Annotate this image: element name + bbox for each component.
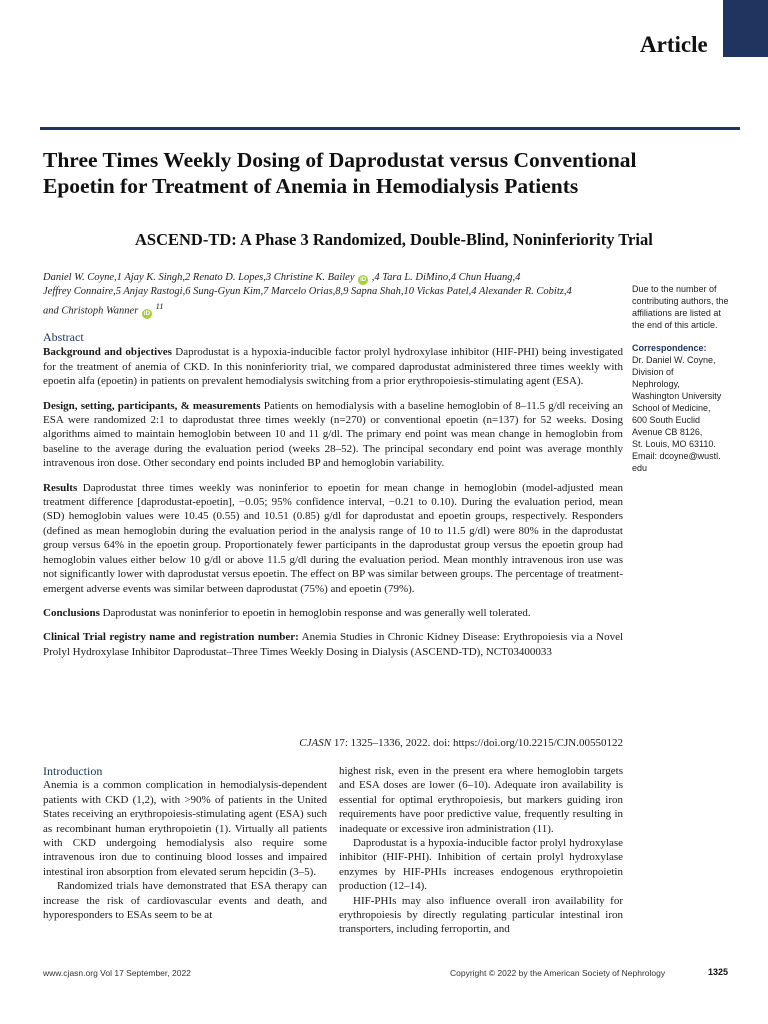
- introduction-heading: Introduction: [43, 764, 103, 778]
- conclusions-label: Conclusions: [43, 606, 100, 619]
- abstract-heading: Abstract: [43, 330, 84, 344]
- citation-line: [243, 737, 623, 749]
- abstract-design: [43, 399, 623, 471]
- body-paragraph: HIF-PHIs may also influence overall iron availability for erythropoiesis by directly regulating particular intestinal iron transporters, including ferroportin, and: [339, 894, 623, 936]
- affiliation-note: Due to the number of contributing authors, the affiliations are listed at the end of this article.: [632, 284, 729, 330]
- header-color-block: [723, 0, 768, 57]
- correspondence-line: Avenue CB 8126,: [632, 427, 703, 437]
- footer-journal-info[interactable]: www.cjasn.org Vol 17 September, 2022: [43, 968, 191, 978]
- author-text: and Christoph Wanner: [43, 305, 139, 317]
- correspondence-label: Correspondence:: [632, 343, 707, 353]
- background-label: Background and objectives: [43, 346, 172, 359]
- page-number: 1325: [708, 967, 729, 977]
- article-type-label: Article: [640, 32, 708, 57]
- header-divider: [40, 127, 740, 130]
- correspondence-line: St. Louis, MO 63110.: [632, 439, 716, 449]
- results-text: Daprodustat three times weekly was noninferior to epoetin for mean change in hemoglobin (model-adjusted mean treatment difference [daprodustat-epoetin], −0.05; 95% confidence interval, −0.21 to 0.10). During the evaluation period, mean (SD) hemoglobin values were 10.45 (0.55) and 10.51 (0.85) g/dl for daprodustat and epoetin groups, respectively. Responders (defined as mean hemoglobin during the evaluation period in the analysis range of 10 to 11.5 g/dl) were 80% in the daprodustat group versus 64% in the epoetin group. Proportionately fewer participants in the daprodustat group versus the epoetin group had hemoglobin values either below 10 g/dl or above 11.5 g/dl during the evaluation period. Mean monthly intravenous iron use was not significantly lower with daprodustat versus epoetin. The effect on BP was similar between groups. The percentage of treatment-emergent adverse events was similar between daprodustat (75%) and epoetin (79%).: [43, 481, 623, 595]
- abstract-results: [43, 481, 623, 596]
- author-text: ,4 Tara L. DiMino,4 Chun Huang,4: [371, 272, 521, 283]
- orcid-icon[interactable]: iD: [143, 310, 150, 317]
- design-label: Design, setting, participants, & measurements: [43, 399, 261, 412]
- sidebar: [632, 283, 732, 474]
- author-line-2: Jeffrey Connaire,5 Anjay Rastogi,6 Sung-Gyun Kim,7 Marcelo Orias,8,9 Sapna Shah,10 Vickas Patel,4 Alexander R. Cobitz,4: [43, 286, 572, 297]
- conclusions-text: Daprodustat was noninferior to epoetin in hemoglobin response and was generally well tolerated.: [99, 606, 531, 619]
- author-list: [43, 271, 628, 319]
- body-paragraph: Randomized trials have demonstrated that ESA therapy can increase the risk of cardiovascular events and death, and hyporesponders to ESAs seem to be at: [43, 880, 327, 922]
- registry-label: Clinical Trial registry name and registration number:: [43, 631, 299, 644]
- abstract-registry: [43, 630, 623, 659]
- footer-copyright: Copyright © 2022 by the American Society of Nephrology: [450, 968, 666, 978]
- orcid-icon[interactable]: iD: [360, 277, 367, 283]
- article-title: Three Times Weekly Dosing of Daprodustat versus Conventional Epoetin for Treatment of Anemia in Hemodialysis Patients: [43, 148, 637, 198]
- correspondence-line: Division of: [632, 367, 674, 377]
- journal-name: CJASN: [299, 737, 332, 749]
- correspondence-email[interactable]: Email: dcoyne@wustl.: [632, 451, 721, 461]
- correspondence-line: School of Medicine,: [632, 403, 711, 413]
- correspondence-line: Nephrology,: [632, 379, 680, 389]
- registry-text: Anemia Studies in Chronic Kidney Disease: Erythropoiesis via a Novel Prolyl Hydroxylase Inhibitor Daprodustat–Three Times Weekly Dosing in Dialysis (ASCEND-TD), NCT03400033: [43, 631, 624, 658]
- body-paragraph: highest risk, even in the present era where hemoglobin targets and ESA doses are lower (6–10). Adequate iron availability is essential for optimal erythropoiesis, but markers guiding iron requirements have poor predictive value, frequently resulting in inadequate or excessive iron administration (11).: [339, 765, 623, 835]
- correspondence-line: Dr. Daniel W. Coyne,: [632, 355, 716, 365]
- abstract-background: [43, 345, 623, 388]
- body-column-left: [43, 764, 327, 922]
- article-subtitle: ASCEND-TD: A Phase 3 Randomized, Double-Blind, Noninferiority Trial: [135, 230, 653, 249]
- author-affiliation-number: 11: [155, 301, 164, 311]
- citation-doi[interactable]: 17: 1325–1336, 2022. doi: https://doi.org/10.2215/CJN.00550122: [331, 737, 623, 749]
- design-text: Patients on hemodialysis with a baseline hemoglobin of 8–11.5 g/dl receiving an ESA were randomized 2:1 to daprodustat three times weekly (n=270) or conventional epoetin (n=137) for 52 weeks. Dosing algorithms aimed to maintain hemoglobin between 10 and 11 g/dl. The primary end point was mean change in hemoglobin from baseline to the average during the evaluation period (weeks 28–52). The principal secondary end point was average monthly intravenous iron dose. Other secondary end points included BP and hemoglobin variability.: [43, 399, 623, 470]
- correspondence-email[interactable]: edu: [632, 463, 648, 473]
- abstract-section: [43, 330, 623, 669]
- author-line-1: [43, 271, 628, 285]
- abstract-conclusions: [43, 606, 623, 620]
- correspondence-line: 600 South Euclid: [632, 415, 701, 425]
- background-text: Daprodustat is a hypoxia-inducible factor prolyl hydroxylase inhibitor (HIF-PHI) being investigated for the treatment of anemia of CKD. In this noninferiority trial, we compared daprodustat administered three times weekly with epoetin alfa (epoetin) in patients on prevalent hemodialysis switching from a prior erythropoiesis-stimulating agent (ESA).: [43, 346, 623, 388]
- author-line-3: [43, 299, 628, 319]
- body-paragraph: Daprodustat is a hypoxia-inducible factor prolyl hydroxylase inhibitor (HIF-PHI). Inhibition of certain prolyl hydroxylase enzymes by HIF-PHIs increases endogenous erythropoietin production (12–14).: [339, 837, 623, 893]
- body-column-right: [339, 764, 623, 937]
- correspondence-line: Washington University: [632, 391, 722, 401]
- body-paragraph: Anemia is a common complication in hemodialysis-dependent patients with CKD (1,2), with >90% of patients in the United States receiving an erythropoiesis-stimulating agent (ESA) such as recombinant human erythropoietin (1). Virtually all patients with CKD undergoing hemodialysis also require some intravenous iron due to continuing blood losses and impaired intestinal iron absorption from elevated serum hepcidin (3–5).: [43, 779, 327, 878]
- results-label: Results: [43, 481, 78, 494]
- author-text: Daniel W. Coyne,1 Ajay K. Singh,2 Renato D. Lopes,3 Christine K. Bailey: [43, 272, 355, 283]
